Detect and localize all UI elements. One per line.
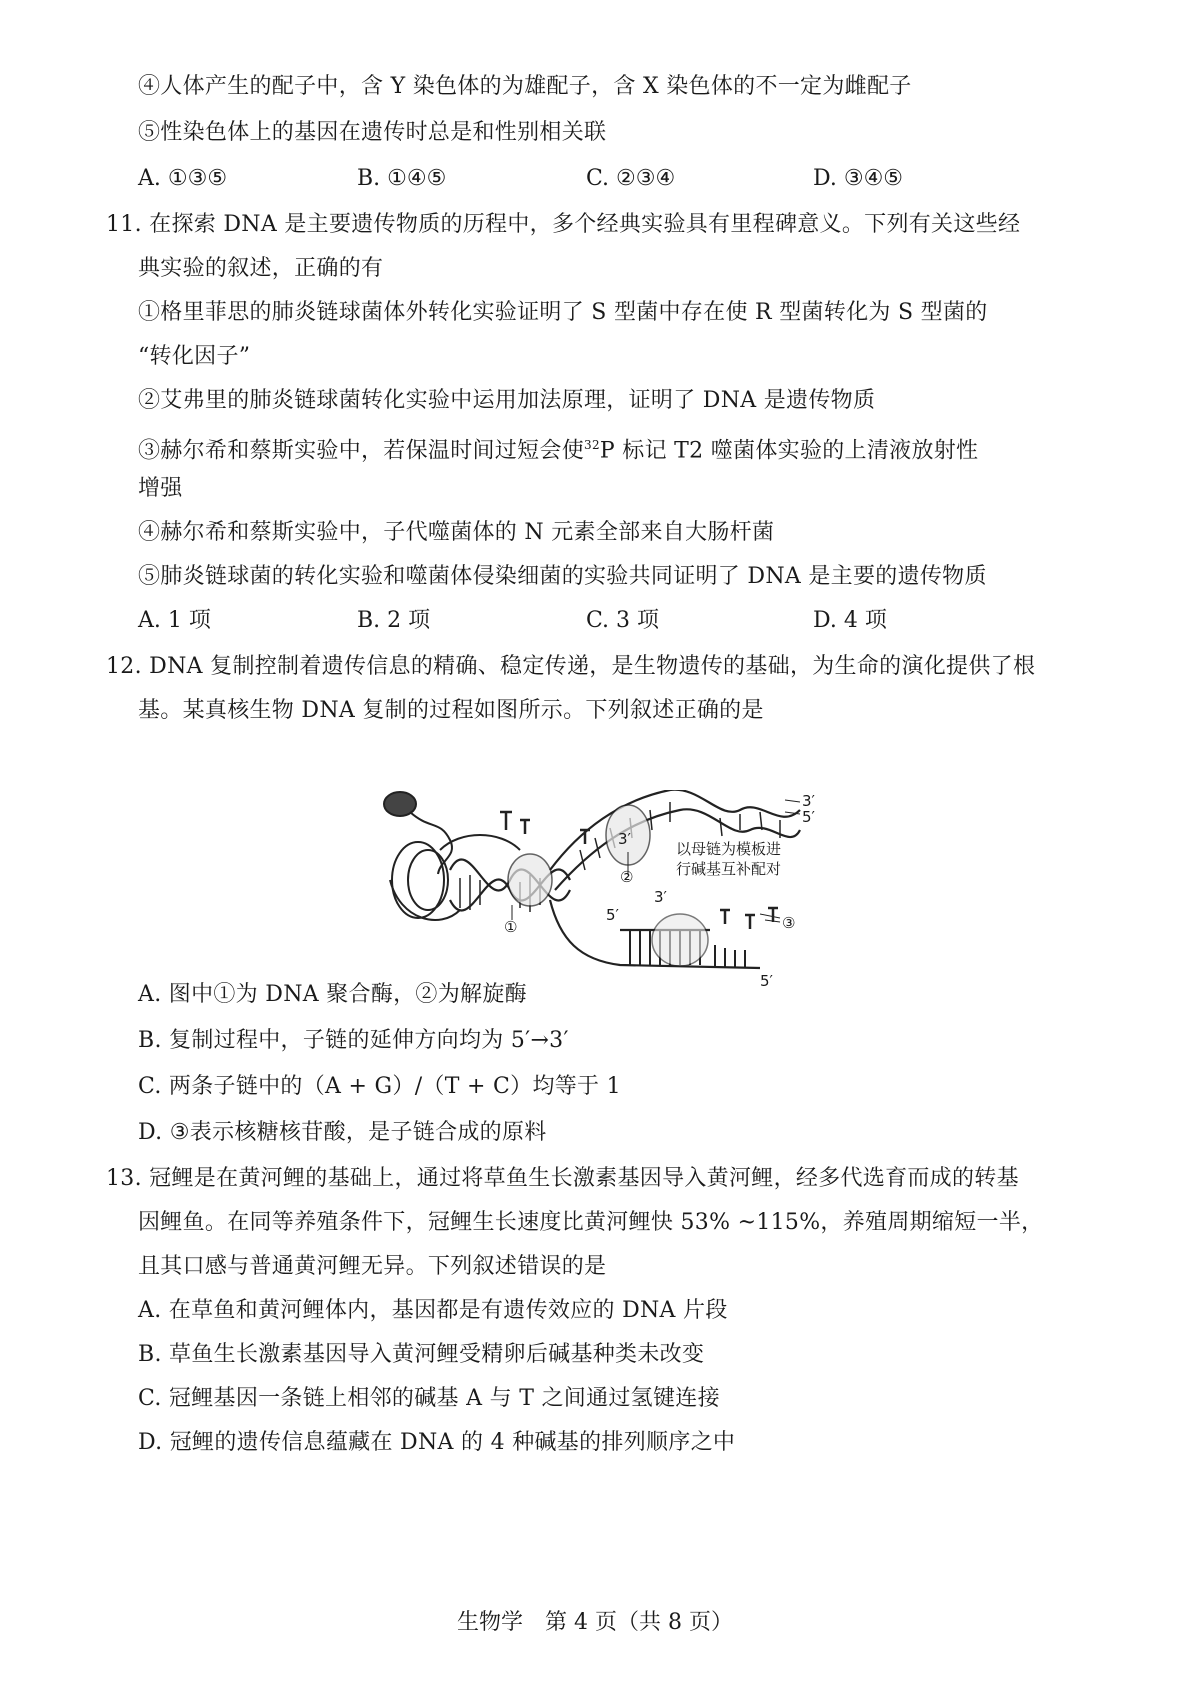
q11-s3-prefix: ③赫尔希和蔡斯实验中，若保温时间过短会使 (138, 438, 585, 464)
q13-option-b: B. 草鱼生长激素基因导入黄河鲤受精卵后碱基种类未改变 (138, 1342, 705, 1367)
q10-option-d: D. ③④⑤ (813, 166, 904, 191)
chromatin-coil (384, 792, 520, 920)
q13-stem-line2: 因鲤鱼。在同等养殖条件下，冠鲤生长速度比黄河鲤快 53% ~115%，养殖周期缩短一半， (138, 1210, 1044, 1235)
label-5prime-left: 5′ (606, 906, 619, 924)
q11-statement-2: ②艾弗里的肺炎链球菌转化实验中运用加法原理，证明了 DNA 是遗传物质 (138, 388, 876, 413)
q11-statement-1-line2: “转化因子” (138, 344, 251, 369)
q13-option-d: D. 冠鲤的遗传信息蕴藏在 DNA 的 4 种碱基的排列顺序之中 (138, 1430, 736, 1455)
q10-option-b: B. ①④⑤ (357, 166, 447, 191)
label-circle-2: ② (620, 868, 634, 886)
q12-option-a: A. 图中①为 DNA 聚合酶，②为解旋酶 (138, 982, 527, 1007)
page-footer: 生物学 第 4 页（共 8 页） (457, 1610, 733, 1635)
q12-stem-line2: 基。某真核生物 DNA 复制的过程如图所示。下列叙述正确的是 (138, 698, 764, 723)
q12-option-b: B. 复制过程中，子链的延伸方向均为 5′→3′ (138, 1028, 569, 1053)
label-3prime-mid2: 3′ (654, 888, 667, 906)
enzyme-one (508, 854, 552, 906)
label-circle-3: ③ (782, 914, 796, 932)
q11-s3-suffix: P 标记 T2 噬菌体实验的上清液放射性 (599, 438, 979, 464)
label-3prime-mid: 3′ (618, 830, 631, 848)
q11-statement-3-line2: 增强 (138, 476, 183, 501)
q13-stem-line3: 且其口感与普通黄河鲤无异。下列叙述错误的是 (138, 1254, 607, 1279)
q11-option-c: C. 3 项 (586, 608, 660, 633)
q12-option-c: C. 两条子链中的（A + G）/（T + C）均等于 1 (138, 1074, 621, 1099)
label-5prime-bottom: 5′ (760, 972, 773, 990)
label-5prime-top: 5′ (802, 808, 815, 826)
annotation-line2: 行碱基互补配对 (676, 860, 782, 878)
q11-statement-1-line1: ①格里菲思的肺炎链球菌体外转化实验证明了 S 型菌中存在使 R 型菌转化为 S 型菌的 (138, 300, 988, 325)
q11-statement-5: ⑤肺炎链球菌的转化实验和噬菌体侵染细菌的实验共同证明了 DNA 是主要的遗传物质 (138, 564, 987, 589)
q11-option-b: B. 2 项 (357, 608, 431, 633)
q11-option-d: D. 4 项 (813, 608, 887, 633)
q10-statement-5: ⑤性染色体上的基因在遗传时总是和性别相关联 (138, 120, 607, 145)
enzyme-polymerase (652, 914, 708, 966)
q10-option-a: A. ①③⑤ (138, 166, 228, 191)
q11-stem-line1: 11. 在探索 DNA 是主要遗传物质的历程中，多个经典实验具有里程碑意义。下列有关这些经 (106, 212, 1021, 237)
annotation-line1: 以母链为模板进 (676, 840, 782, 858)
q11-statement-4: ④赫尔希和蔡斯实验中，子代噬菌体的 N 元素全部来自大肠杆菌 (138, 520, 775, 545)
q11-statement-3-line1 (138, 430, 978, 466)
q11-stem-line2: 典实验的叙述，正确的有 (138, 256, 384, 281)
label-3prime-top: 3′ (802, 792, 815, 810)
q10-statement-4: ④人体产生的配子中，含 Y 染色体的为雄配子，含 X 染色体的不一定为雌配子 (138, 74, 912, 99)
q10-option-c: C. ②③④ (586, 166, 676, 191)
q13-option-c: C. 冠鲤基因一条链上相邻的碱基 A 与 T 之间通过氢键连接 (138, 1386, 720, 1411)
label-circle-1: ① (504, 918, 518, 936)
q12-option-d: D. ③表示核糖核苷酸，是子链合成的原料 (138, 1120, 547, 1145)
q11-option-a: A. 1 项 (138, 608, 211, 633)
q12-stem-line1: 12. DNA 复制控制着遗传信息的精确、稳定传递，是生物遗传的基础，为生命的演化提供了根 (106, 654, 1036, 679)
q11-s3-superscript: 32 (584, 438, 600, 452)
q13-stem-line1: 13. 冠鲤是在黄河鲤的基础上，通过将草鱼生长激素基因导入黄河鲤，经多代选育而成的转基 (106, 1166, 1019, 1191)
q13-option-a: A. 在草鱼和黄河鲤体内，基因都是有遗传效应的 DNA 片段 (138, 1298, 728, 1323)
